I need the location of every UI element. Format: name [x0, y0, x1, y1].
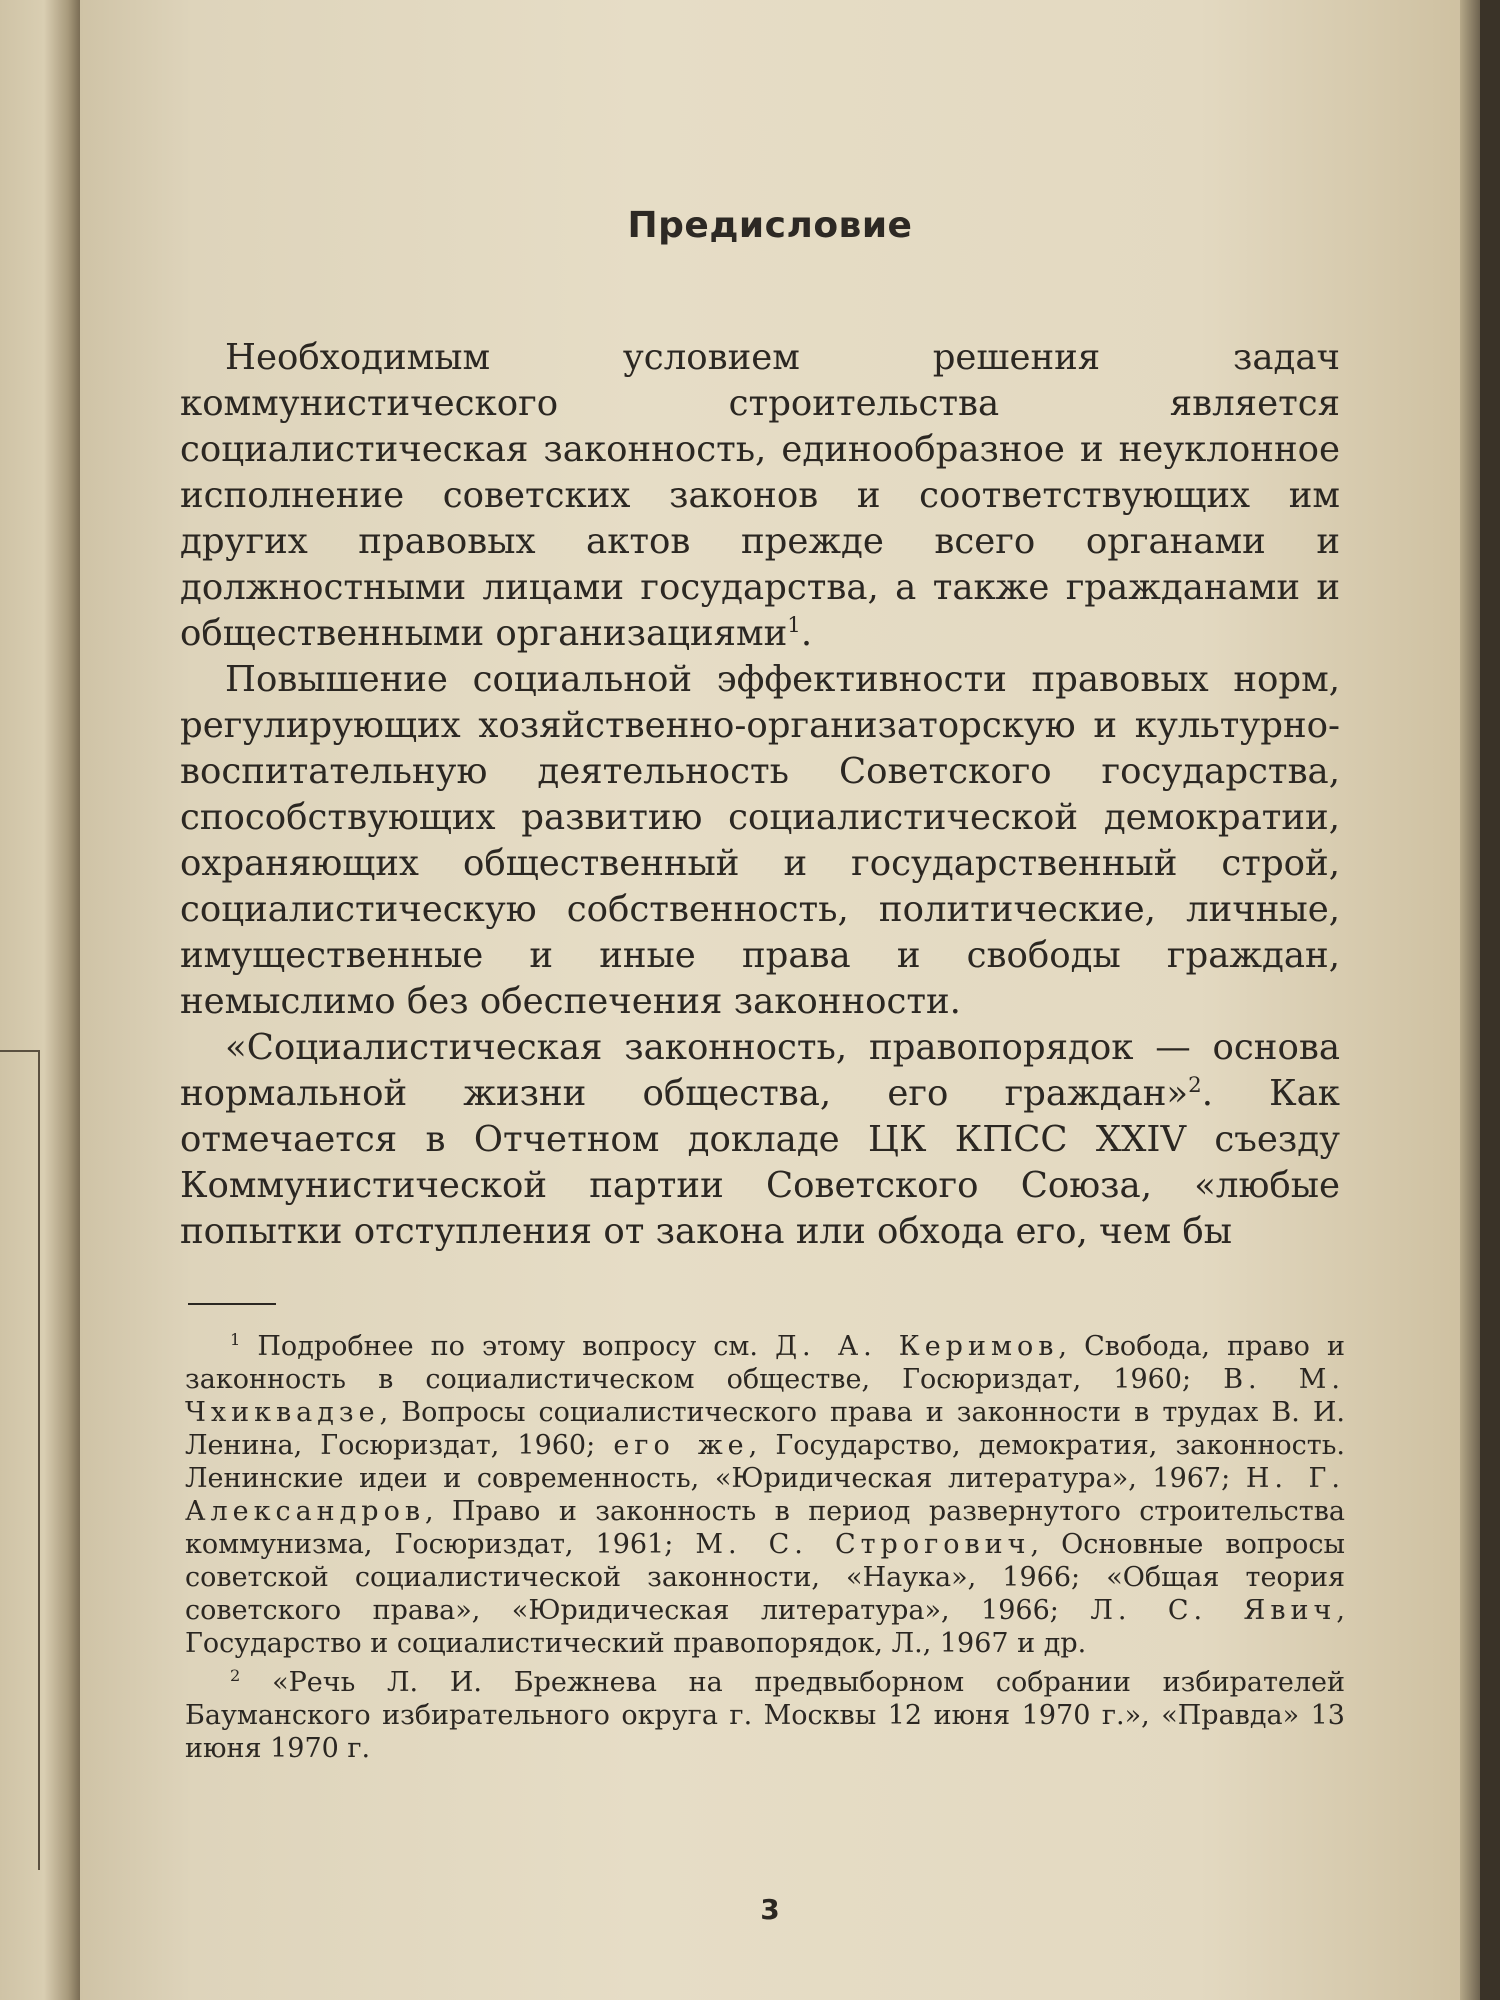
footnote-1-text-g: , Государство и социалистический правопорядок, Л., 1967 и др. — [185, 1595, 1345, 1659]
footnote-1 — [185, 1330, 1345, 1660]
page-number: 3 — [760, 1893, 780, 1926]
footnote-1-author-5: М. С. Строгович — [695, 1529, 1031, 1560]
footnote-ref-2: 2 — [1188, 1073, 1202, 1099]
paragraph-1-text: Необходимым условием решения задач коммунистического строительства является социалистическая законность, единообразное и неуклонное исполнение советских законов и соответствующих им других правовых актов прежде всего органами и должностными лицами государства, а также гражданами и общественными организациями — [180, 337, 1340, 654]
footnote-1-text-d: , Государство, демократия, законность. Ленинские идеи и современность, «Юридическая литература», 1967; — [185, 1430, 1345, 1494]
footnote-2 — [185, 1666, 1345, 1765]
paragraph-3-quote: «Социалистическая законность, правопорядок — основа нормальной жизни общества, его граждан» — [180, 1027, 1340, 1114]
footnote-1-text-c: , Вопросы социалистического права и законности в трудах В. И. Ленина, Госюриздат, 1960; — [185, 1397, 1345, 1461]
footnotes — [185, 1330, 1345, 1771]
footnote-1-author-6: Л. С. Явич — [1090, 1595, 1337, 1626]
footnote-1-author-1: Д. А. Керимов — [775, 1331, 1059, 1362]
footnote-1-text-e: , Право и законность в период развернутого строительства коммунизма, Госюриздат, 1961; — [185, 1496, 1345, 1560]
footnote-1-text-a: Подробнее по этому вопросу см. — [257, 1331, 759, 1362]
facing-page-edge — [0, 1050, 40, 1870]
paragraph-2: Повышение социальной эффективности правовых норм, регулирующих хозяйственно-организаторскую и культурно-воспитательную деятельность Советского государства, способствующих развитию социалистической демократии, охраняющих общественный и государственный строй, социалистическую собственность, политические, личные, имущественные и иные права и свободы граждан, немыслимо без обеспечения законности. — [180, 659, 1340, 1022]
book-page — [80, 0, 1480, 2000]
footnote-1-text-f: , Основные вопросы советской социалистической законности, «Наука», 1966; «Общая теория советского права», «Юридическая литература», 1966; — [185, 1529, 1345, 1626]
page-title: Предисловие — [627, 205, 913, 246]
footnote-2-text: «Речь Л. И. Брежнева на предвыборном собрании избирателей Бауманского избирательного округа г. Москвы 12 июня 1970 г.», «Правда» 13 июня 1970 г. — [185, 1667, 1345, 1764]
paragraph-3 — [180, 1025, 1340, 1255]
footnote-ref-1: 1 — [787, 613, 801, 639]
book-gutter-left — [0, 0, 80, 2000]
footnote-1-author-3: его же — [613, 1430, 749, 1461]
paragraph-3-text: . Как отмечается в Отчетном докладе ЦК КПСС XXIV съезду Коммунистической партии Советского Союза, «любые попытки отступления от закона или обхода его, чем бы — [180, 1073, 1340, 1252]
footnote-1-author-2: В. М. Чхиквадзе — [185, 1364, 1345, 1428]
footnote-1-author-4: Н. Г. Александров — [185, 1463, 1345, 1527]
footnote-1-text-b: , Свобода, право и законность в социалистическом обществе, Госюриздат, 1960; — [185, 1331, 1345, 1395]
footnote-divider — [188, 1303, 276, 1305]
main-text — [180, 335, 1340, 1255]
footnote-2-mark: 2 — [230, 1666, 241, 1685]
footnote-1-mark: 1 — [230, 1330, 241, 1349]
page-right-edge — [1460, 0, 1480, 2000]
paragraph-1: Необходимым условием решения задач коммунистического строительства является социалистическая законность, единообразное и неуклонное исполнение советских законов и соответствующих им других правовых актов прежде всего органами и должностными лицами государства, а также гражданами и общественными организациями$^1$. — [180, 337, 1340, 654]
